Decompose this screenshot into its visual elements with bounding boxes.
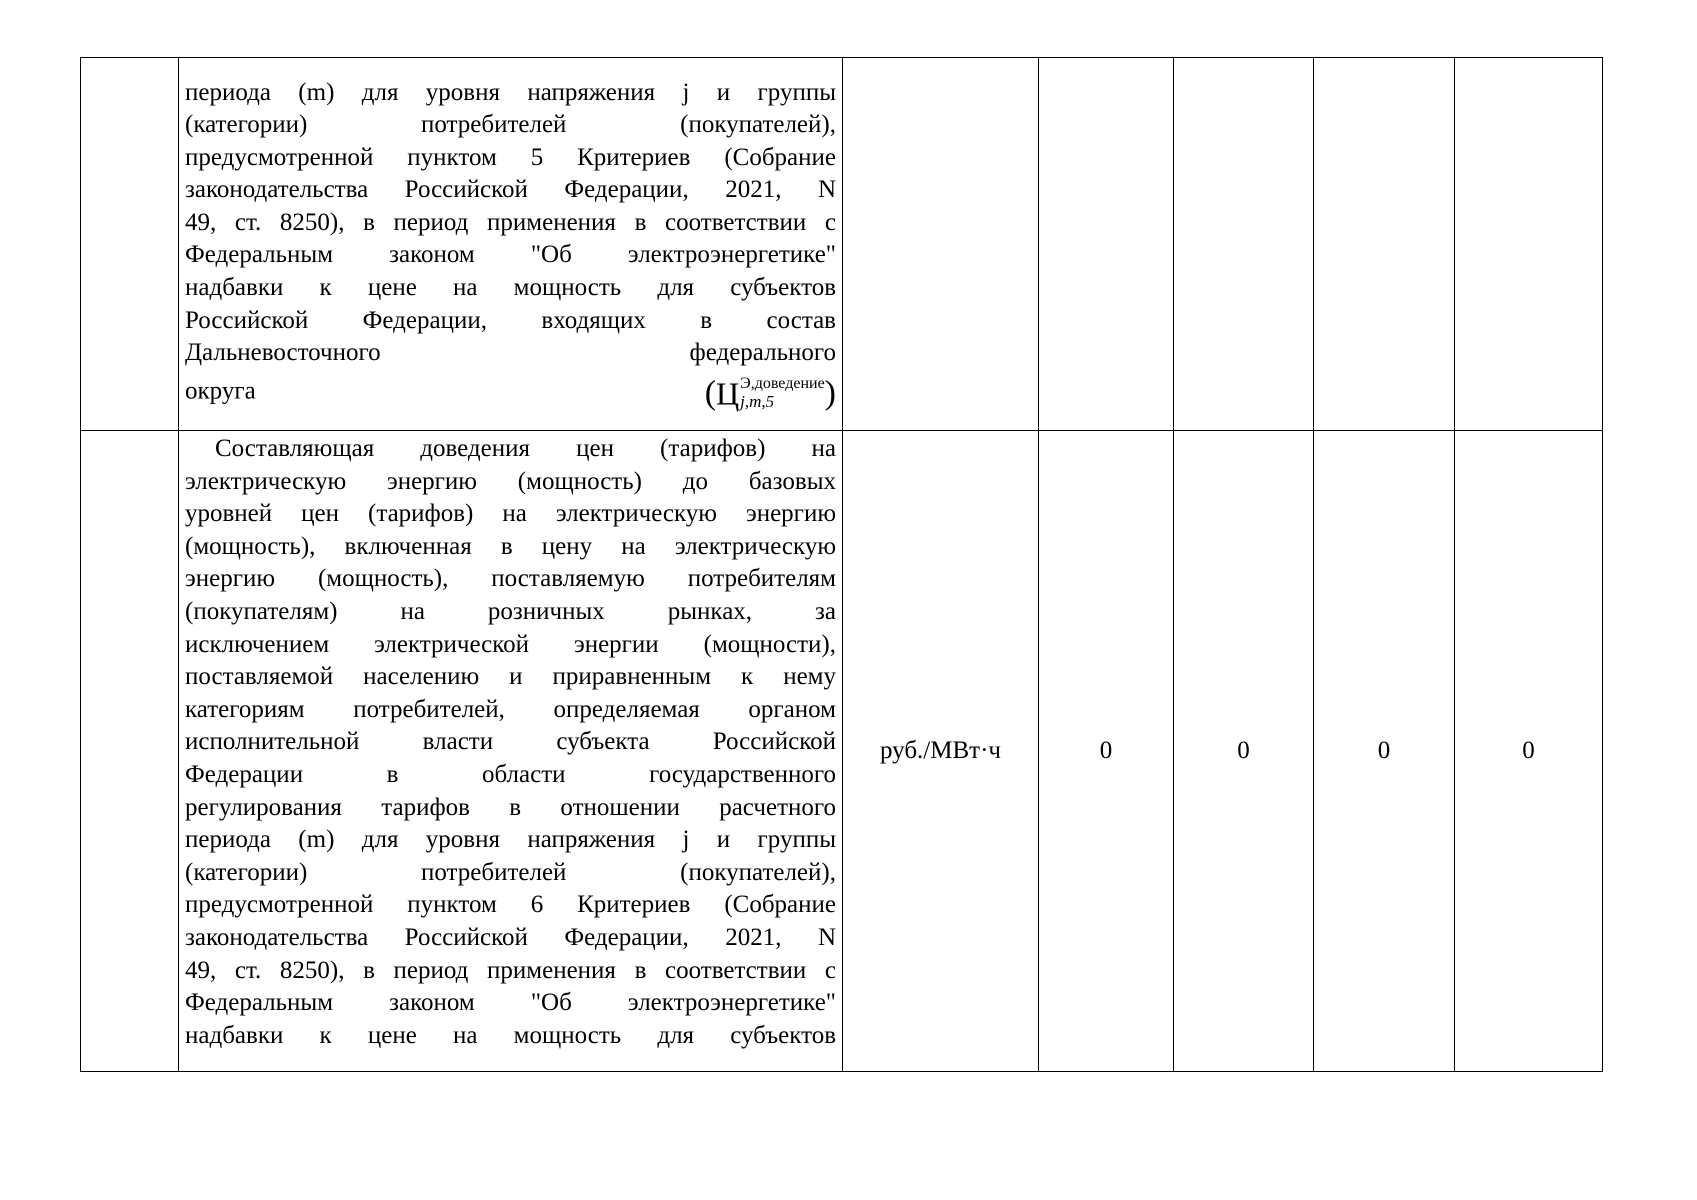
description-line: законодательства Российской Федерации, 2021, N (185, 176, 836, 204)
description-line: (категории) потребителей (покупателей), (185, 858, 836, 886)
description-line: (мощность), включенная в цену на электрическую (185, 532, 836, 560)
description-line: Федерации в области государственного (185, 760, 836, 788)
price-formula (705, 374, 836, 412)
description-line: 49, ст. 8250), в период применения в соответствии с (185, 956, 836, 984)
description-line: Дальневосточного федерального (185, 339, 836, 367)
formula-base: Ц (716, 375, 740, 412)
unit-cell: руб./МВт·ч (843, 431, 1039, 1072)
description-line: регулирования тарифов в отношении расчетного (185, 793, 836, 821)
tariff-table (80, 57, 1603, 1072)
description-line: законодательства Российской Федерации, 2021, N (185, 923, 836, 951)
value-cell: 0 (1314, 431, 1455, 1072)
row-number-cell (81, 58, 179, 431)
value-cell (1039, 58, 1174, 431)
formula-subscript: j,m,5 (740, 391, 775, 411)
formula-superscript: Э,доведение (740, 374, 825, 392)
description-line: энергию (мощность), поставляемую потребителям (185, 565, 836, 593)
description-text (179, 75, 842, 414)
formula-line (185, 374, 836, 412)
description-line: исполнительной власти субъекта Российской (185, 728, 836, 756)
description-line: надбавки к цене на мощность для субъектов (185, 1021, 836, 1049)
description-line: периода (m) для уровня напряжения j и группы (185, 826, 836, 854)
value-cell: 0 (1039, 431, 1174, 1072)
description-line: Составляющая доведения цен (тарифов) на (215, 435, 836, 462)
description-line: исключением электрической энергии (мощности), (185, 630, 836, 658)
description-line: уровней цен (тарифов) на электрическую энергию (185, 500, 836, 528)
description-line: периода (m) для уровня напряжения j и группы (185, 78, 836, 106)
description-line: предусмотренной пунктом 5 Критериев (Собрание (185, 143, 836, 171)
description-line: электрическую энергию (мощность) до базовых (185, 467, 836, 495)
formula-lead-text: округа (185, 377, 256, 405)
value-cell (1455, 58, 1603, 431)
value-cell: 0 (1174, 431, 1314, 1072)
table-row (81, 58, 1603, 431)
formula-open-paren: ( (704, 374, 717, 412)
description-line: Российской Федерации, входящих в состав (185, 306, 836, 334)
table-row (81, 431, 1603, 1072)
description-cell (179, 58, 843, 431)
description-line: предусмотренной пунктом 6 Критериев (Собрание (185, 891, 836, 919)
description-line: поставляемой населению и приравненным к нему (185, 663, 836, 691)
formula-close-paren: ) (824, 374, 836, 412)
description-line: Федеральным законом "Об электроэнергетике" (185, 989, 836, 1017)
value-cell (1174, 58, 1314, 431)
description-line: категориям потребителей, определяемая органом (185, 695, 836, 723)
description-line: 49, ст. 8250), в период применения в соответствии с (185, 208, 836, 236)
description-cell (179, 431, 843, 1072)
description-line: (покупателям) на розничных рынках, за (185, 597, 836, 625)
unit-cell (843, 58, 1039, 431)
value-cell (1314, 58, 1455, 431)
description-line: (категории) потребителей (покупателей), (185, 111, 836, 139)
description-text (179, 431, 842, 1054)
row-number-cell (81, 431, 179, 1072)
description-line: надбавки к цене на мощность для субъектов (185, 274, 836, 302)
value-cell: 0 (1455, 431, 1603, 1072)
description-line: Федеральным законом "Об электроэнергетике" (185, 241, 836, 269)
